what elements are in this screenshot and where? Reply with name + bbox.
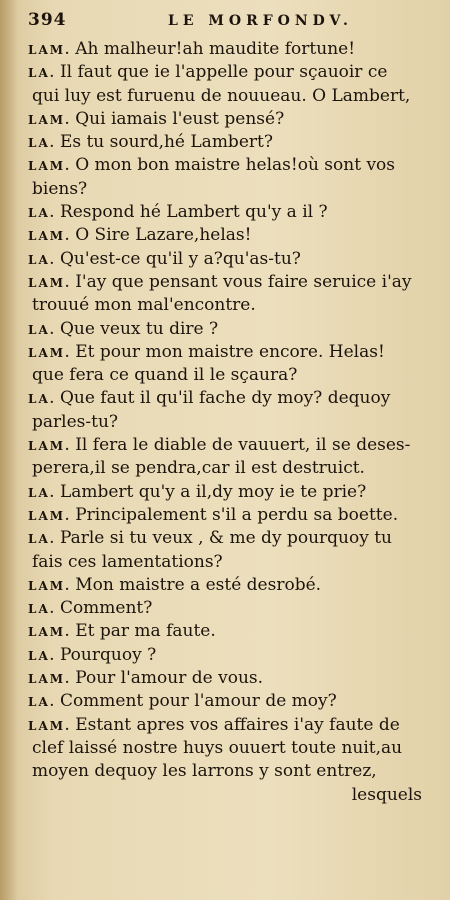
line-text: Es tu sourd,hé Lambert? [59,132,273,153]
text-line [28,364,430,387]
text-line [28,201,430,224]
speaker-label: LAM. [28,229,72,244]
speaker-label: LA. [28,602,56,617]
line-text: que fera ce quand il le sçaura? [32,365,298,386]
speaker-label: LAM. [28,275,72,290]
text-line [28,154,430,177]
line-text: Estant apres vos affaires i'ay faute de [75,714,400,735]
speaker-label: LAM. [28,345,72,360]
text-line [28,294,430,317]
text-line [28,714,430,737]
text-line [28,620,430,643]
page-gutter-shadow [0,0,18,900]
speaker-label: LAM. [28,672,72,687]
line-text: Il fera le diable de vauuert, il se deses- [75,435,411,456]
text-line [28,318,430,341]
line-text: Et par ma faute. [75,621,216,642]
line-text: Comment pour l'amour de moy? [59,691,337,712]
speaker-label: LAM. [28,43,72,57]
line-text: Ah malheur!ah maudite fortune! [75,39,356,59]
text-line [28,38,430,61]
text-line [28,597,430,620]
speaker-label: LA. [28,392,56,407]
line-text: clef laissé nostre huys ouuert toute nuit,au [32,737,403,758]
line-text: Mon maistre a esté desrobé. [75,574,322,595]
text-line [28,411,430,434]
speaker-label: LA. [28,252,56,267]
line-text: Que veux tu dire ? [59,318,219,339]
text-line [28,248,430,271]
page-number: 394 [28,10,67,30]
line-text: Pour l'amour de vous. [75,668,264,689]
dialogue-text [28,38,430,807]
speaker-label: LA. [28,695,56,710]
text-line [28,224,430,247]
speaker-label: LAM. [28,439,72,454]
line-text: perera,il se pendra,car il est destruict. [32,458,365,479]
speaker-label: LA. [28,322,56,337]
text-line [28,178,430,201]
text-line [28,737,430,760]
text-line [28,551,430,574]
text-line [28,85,430,108]
line-text: I'ay que pensant vous faire seruice i'ay [75,271,412,292]
line-text: parles-tu? [32,411,119,432]
text-line [28,271,430,294]
line-text: Qui iamais l'eust pensé? [75,108,285,129]
speaker-label: LAM. [28,159,72,174]
line-text: O Sire Lazare,helas! [75,225,252,246]
speaker-label: LAM. [28,112,72,127]
line-text: Comment? [59,598,153,619]
speaker-label: LA. [28,66,56,81]
line-text: trouué mon mal'encontre. [32,295,256,316]
text-line [28,434,430,457]
page-header [28,10,430,36]
line-text: Respond hé Lambert qu'y a il ? [59,202,328,223]
speaker-label: LAM. [28,578,72,593]
line-text: Que faut il qu'il fache dy moy? dequoy [59,388,391,409]
line-text: Parle si tu veux , & me dy pourquoy tu [59,528,392,549]
speaker-label: LAM. [28,508,72,523]
text-line [28,644,430,667]
text-line [28,504,430,527]
speaker-label: LA. [28,206,56,221]
line-text: Il faut que ie l'appelle pour sçauoir ce [59,62,388,83]
text-line [28,131,430,154]
text-line [28,690,430,713]
speaker-label: LA. [28,136,56,151]
text-line [28,527,430,550]
speaker-label: LA. [28,532,56,547]
line-text: Qu'est-ce qu'il y a?qu'as-tu? [59,248,301,269]
text-line [28,574,430,597]
speaker-label: LAM. [28,625,72,640]
text-line [28,341,430,364]
line-text: biens? [32,178,88,199]
line-text: Et pour mon maistre encore. Helas! [75,341,385,362]
text-line [28,387,430,410]
running-title: LE MORFONDV. [168,13,353,29]
speaker-label: LA. [28,485,56,500]
line-text: fais ces lamentations? [32,551,223,572]
line-text: Lambert qu'y a il,dy moy ie te prie? [59,481,367,502]
text-line [28,108,430,131]
speaker-label: LAM. [28,718,72,733]
text-line [28,667,430,690]
line-text: moyen dequoy les larrons y sont entrez, [32,761,377,782]
text-line [28,760,430,783]
line-text: Principalement s'il a perdu sa boette. [75,504,399,525]
catchword: lesquels [351,784,422,805]
line-text: Pourquoy ? [59,644,157,665]
text-line [28,457,430,480]
text-line [28,481,430,504]
line-text: O mon bon maistre helas!où sont vos [75,155,396,176]
text-line [28,61,430,84]
speaker-label: LA. [28,648,56,663]
line-text: qui luy est furuenu de nouueau. O Lambert, [32,85,411,106]
